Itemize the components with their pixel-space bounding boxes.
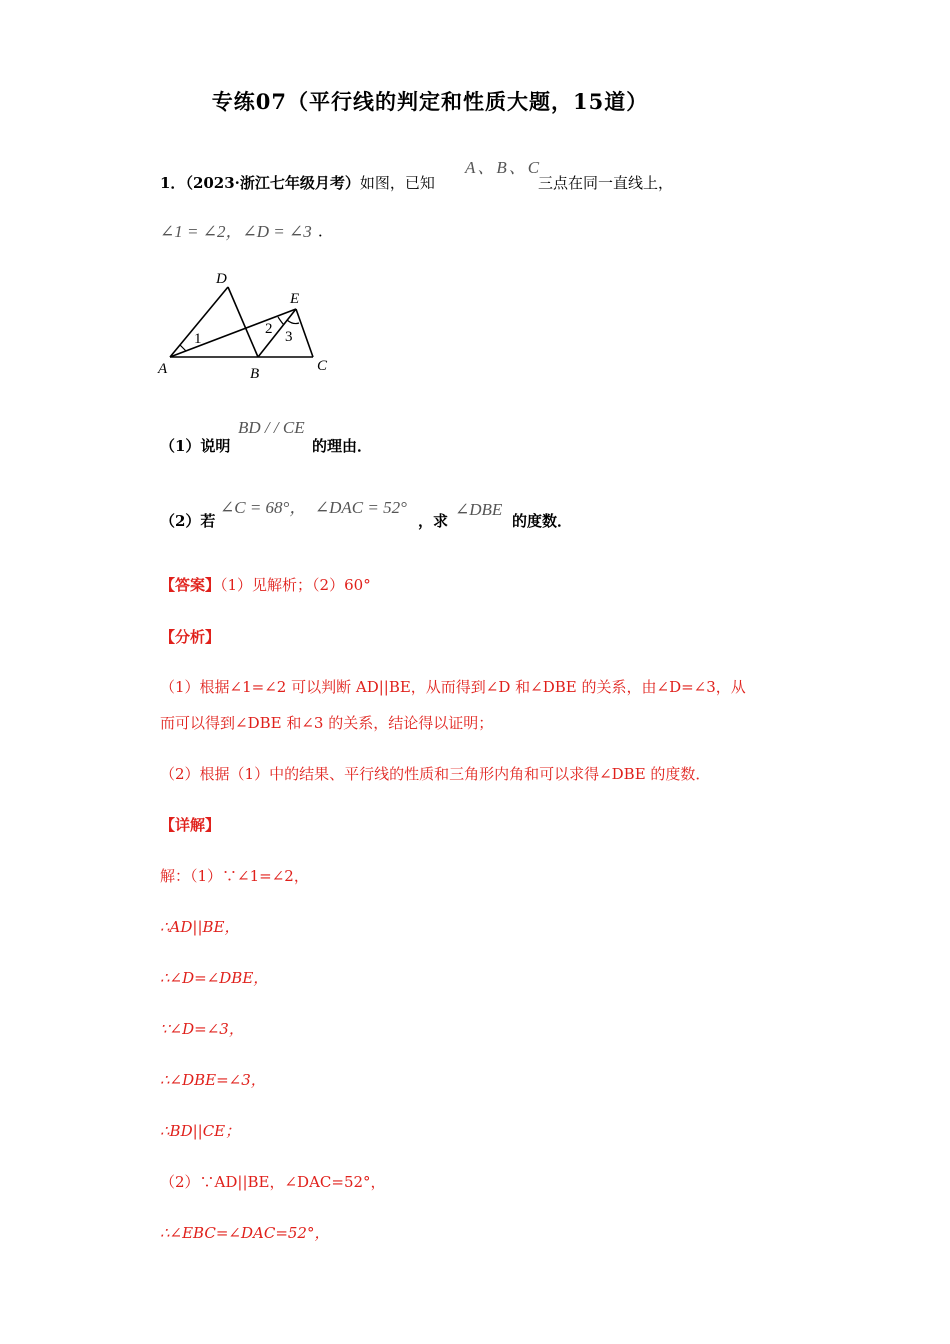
page-title: 专练07（平行线的判定和性质大题，15道） — [211, 89, 649, 114]
conditions-tail: ． — [318, 222, 334, 240]
conditions-math: ∠1 = ∠2，∠D = ∠3 — [160, 222, 312, 241]
detail-step-7: （2）∵AD||BE，∠DAC=52°， — [160, 1173, 386, 1191]
part2-math: ∠C = 68°， ∠DAC = 52° — [220, 498, 407, 517]
analysis-line-2: 而可以得到∠DBE 和∠3 的关系，结论得以证明； — [160, 714, 494, 732]
part1-prefix: （1）说明 — [160, 437, 231, 455]
line-ec — [296, 309, 313, 357]
label-angle3: 3 — [285, 329, 293, 345]
detail-label: 【详解】 — [160, 816, 221, 834]
label-d: D — [216, 271, 227, 287]
label-c: C — [317, 358, 328, 374]
points-math: A、B、C — [465, 158, 542, 177]
part2-math2: ∠DBE — [455, 500, 503, 519]
detail-step-1: 解：（1）∵∠1=∠2， — [160, 867, 309, 885]
answer-label: 【答案】 — [160, 576, 221, 594]
analysis-line-1: （1）根据∠1=∠2 可以判断 AD||BE，从而得到∠D 和∠DBE 的关系，由∠D=∠3，从 — [160, 678, 746, 696]
analysis-line-3: （2）根据（1）中的结果、平行线的性质和三角形内角和可以求得∠DBE 的度数． — [160, 765, 711, 783]
part2-suffix: 的度数． — [512, 512, 573, 530]
detail-step-8: ∴∠EBC=∠DAC=52°， — [160, 1224, 330, 1242]
detail-step-2: ∴AD||BE， — [160, 918, 240, 936]
detail-step-5: ∴∠DBE=∠3， — [160, 1071, 266, 1089]
label-angle2: 2 — [265, 321, 273, 337]
question-source: （2023·浙江七年级月考） — [185, 174, 360, 192]
question-lead: 如图，已知 — [359, 174, 435, 192]
detail-step-6: ∴BD||CE； — [160, 1122, 241, 1140]
question-number: 1． — [160, 174, 186, 192]
label-e: E — [290, 291, 300, 307]
detail-step-4: ∵∠D=∠3， — [160, 1020, 244, 1038]
answer-line — [160, 574, 371, 595]
answer-text: （1）见解析；（2）60° — [220, 576, 371, 594]
part1-math: BD / / CE — [238, 418, 305, 437]
part1-suffix: 的理由． — [312, 437, 373, 455]
geometry-figure — [150, 265, 340, 385]
label-b: B — [250, 366, 260, 382]
detail-step-3: ∴∠D=∠DBE， — [160, 969, 269, 987]
question-stem — [160, 172, 435, 193]
part2-mid: ，求 — [418, 512, 449, 530]
part2-prefix: （2）若 — [160, 512, 216, 530]
label-a: A — [158, 361, 168, 377]
analysis-label: 【分析】 — [160, 628, 221, 646]
label-angle1: 1 — [194, 331, 202, 347]
points-tail: 三点在同一直线上， — [538, 174, 674, 192]
line-db — [228, 287, 258, 357]
